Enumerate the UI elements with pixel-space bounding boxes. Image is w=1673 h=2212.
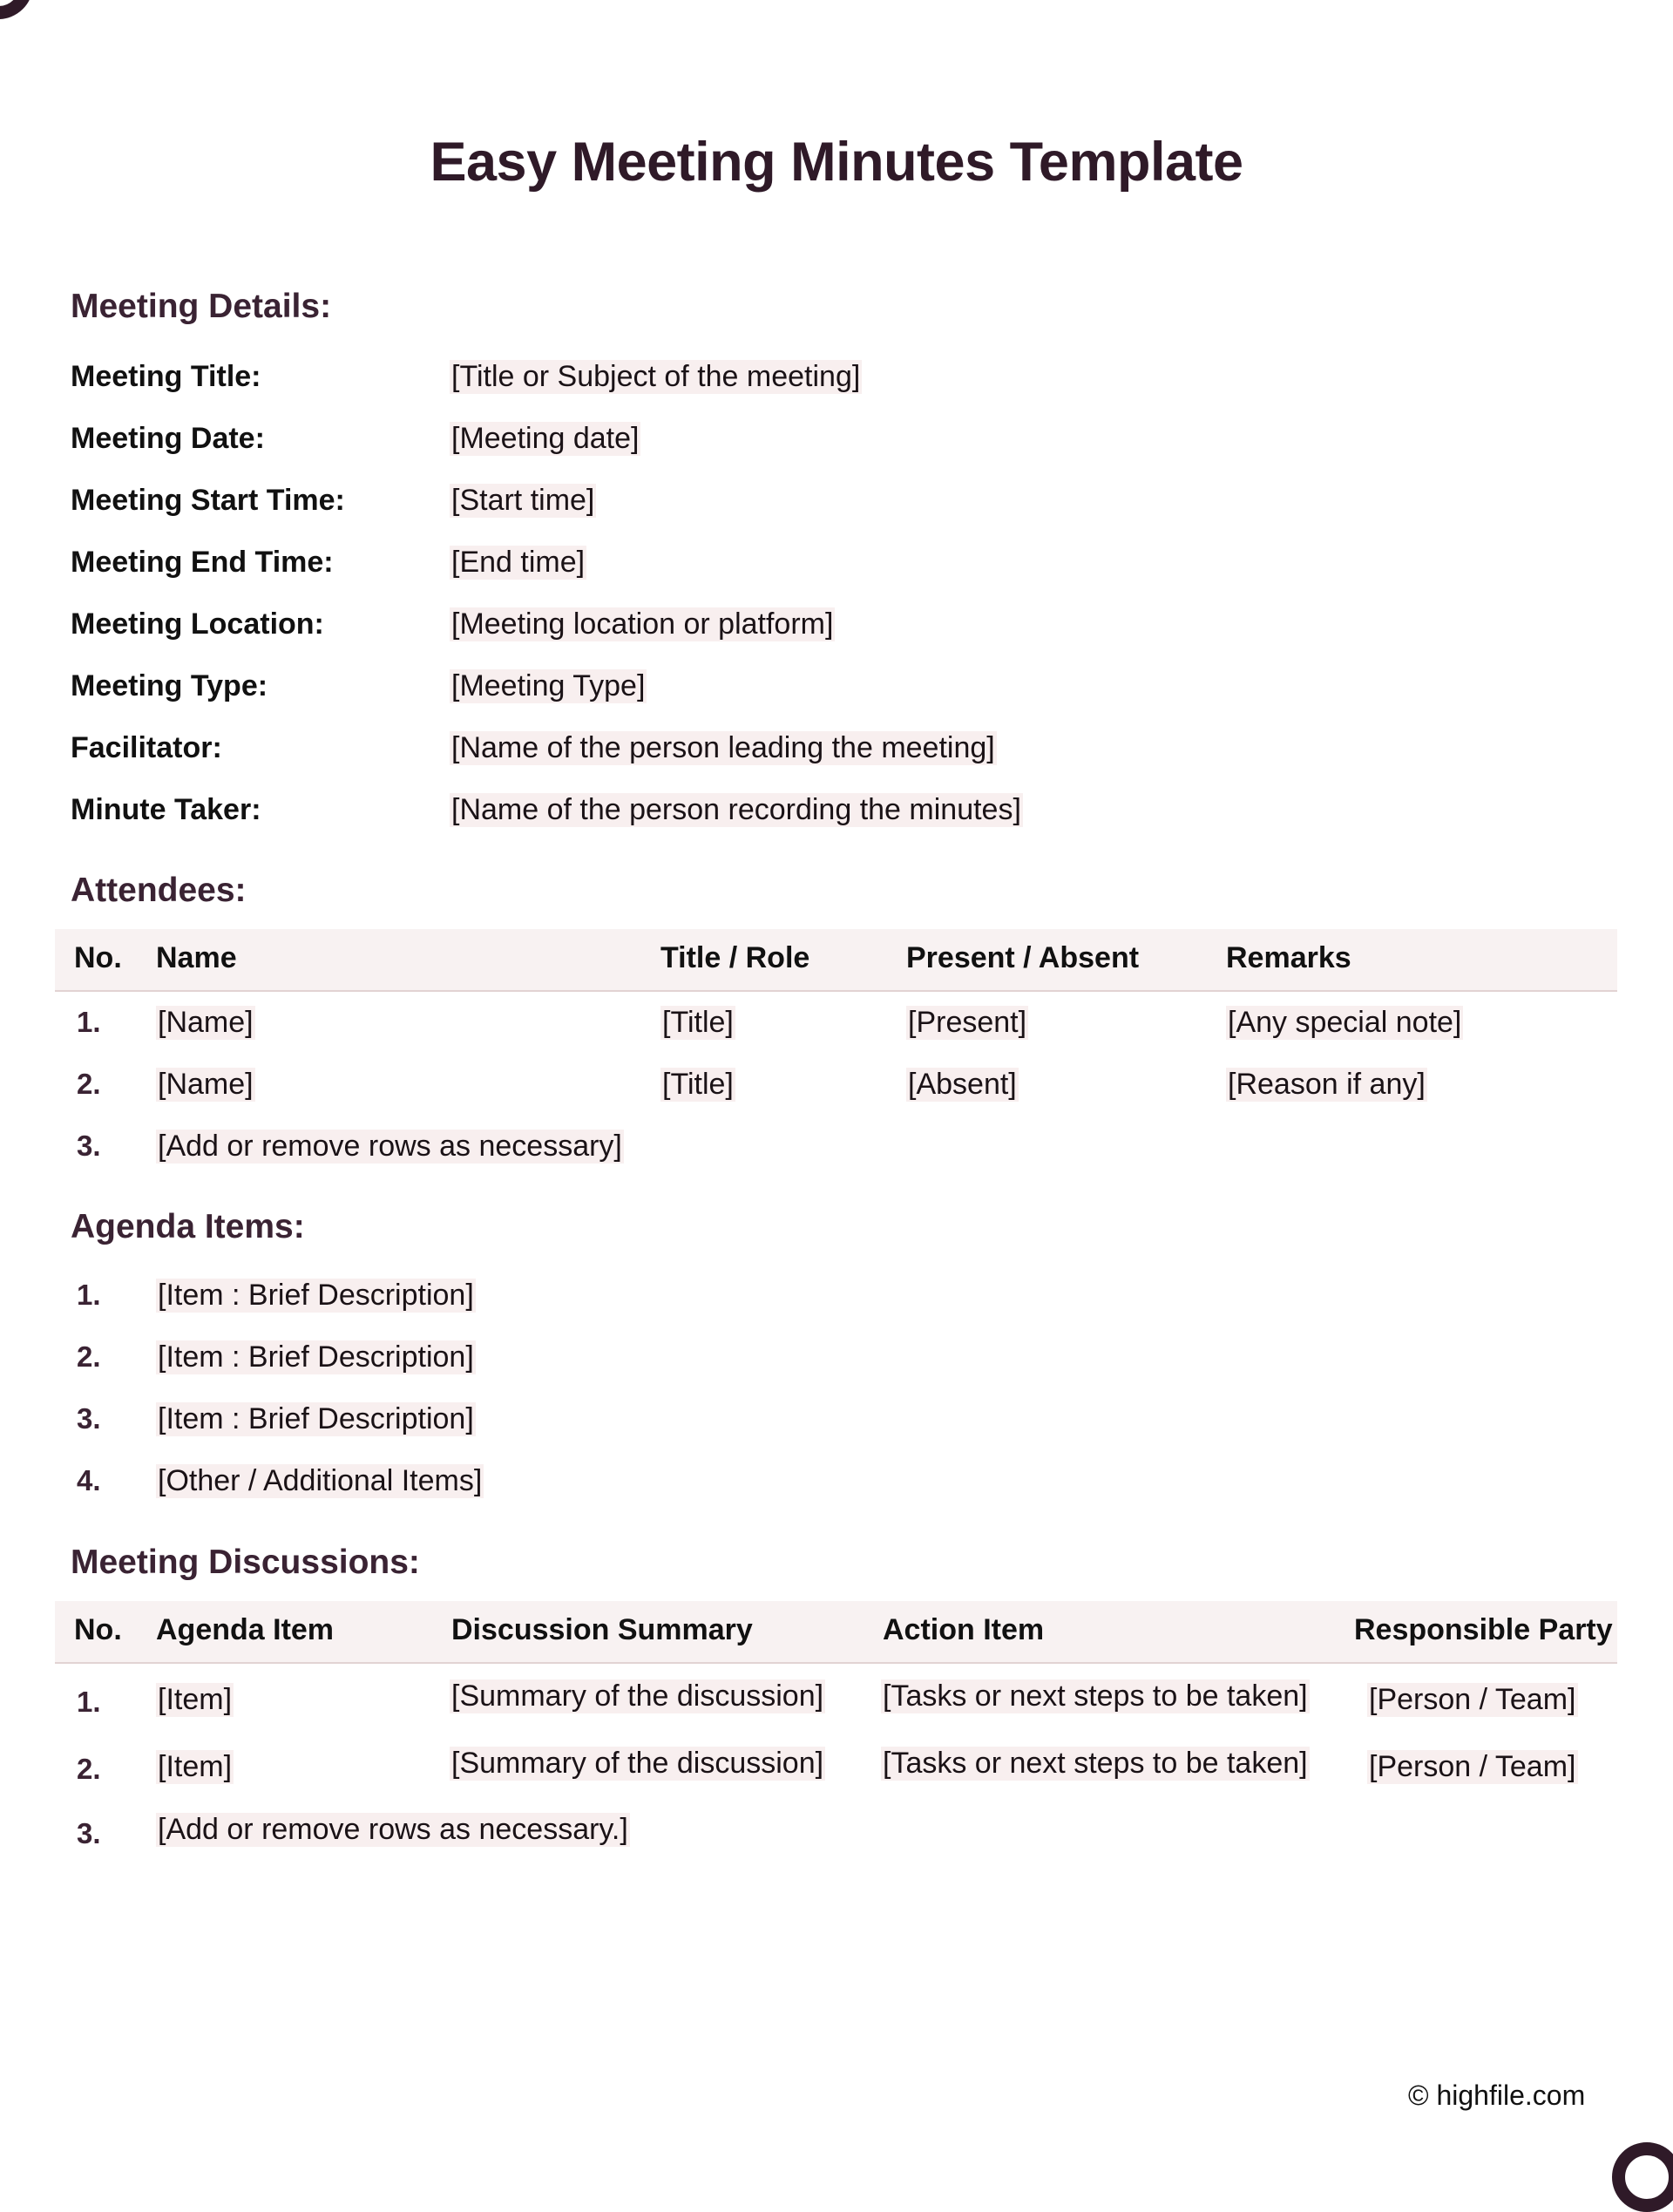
discussion-responsible-party[interactable]: [Person / Team]	[1369, 1683, 1576, 1716]
table-row	[0, 996, 1673, 1048]
column-header: Action Item	[883, 1613, 1045, 1646]
attendee-status[interactable]: [Present]	[908, 1005, 1027, 1039]
table-row	[0, 1738, 1673, 1790]
detail-value[interactable]: [Meeting location or platform]	[451, 607, 834, 641]
detail-label: Meeting Start Time:	[71, 483, 345, 517]
attendee-name[interactable]: [Add or remove rows as necessary]	[158, 1129, 622, 1163]
corner-decoration-bottom-right	[1612, 2142, 1673, 2212]
detail-label: Meeting Location:	[71, 607, 324, 641]
footer-copyright: © highfile.com	[1408, 2080, 1586, 2111]
discussion-agenda-item[interactable]: [Item]	[158, 1750, 233, 1783]
column-header: Title / Role	[660, 941, 810, 974]
agenda-item-text[interactable]: [Item : Brief Description]	[158, 1278, 474, 1312]
list-item	[0, 1393, 1673, 1445]
agenda-heading: Agenda Items:	[71, 1208, 305, 1245]
detail-value[interactable]: [Meeting Type]	[451, 668, 646, 702]
list-item	[0, 1455, 1673, 1507]
detail-value[interactable]: [Title or Subject of the meeting]	[451, 359, 861, 393]
agenda-item-text[interactable]: [Other / Additional Items]	[158, 1463, 483, 1497]
attendees-table-header	[55, 929, 1617, 992]
detail-row-type	[0, 660, 1673, 712]
column-header: No.	[74, 1613, 122, 1646]
detail-row-date	[0, 412, 1673, 465]
detail-value[interactable]: [Start time]	[451, 483, 595, 517]
meeting-details-heading: Meeting Details:	[71, 288, 332, 325]
detail-value[interactable]: [Meeting date]	[451, 421, 640, 455]
column-header: No.	[74, 941, 122, 974]
column-header: Remarks	[1226, 941, 1351, 974]
column-header: Name	[156, 941, 237, 974]
attendee-name[interactable]: [Name]	[158, 1067, 254, 1101]
detail-value[interactable]: [End time]	[451, 545, 586, 579]
discussion-action-item[interactable]: [Tasks or next steps to be taken]	[883, 1679, 1308, 1713]
table-row	[0, 1058, 1673, 1110]
discussion-agenda-item[interactable]: [Item]	[158, 1683, 233, 1716]
list-item	[0, 1331, 1673, 1383]
column-header: Present / Absent	[906, 941, 1140, 974]
discussions-heading: Meeting Discussions:	[71, 1544, 420, 1581]
detail-row-title	[0, 350, 1673, 403]
attendee-remarks[interactable]: [Reason if any]	[1228, 1067, 1426, 1101]
row-number: 3.	[77, 1130, 101, 1162]
attendee-role[interactable]: [Title]	[662, 1067, 734, 1101]
table-row	[0, 1802, 1673, 1855]
detail-row-end-time	[0, 536, 1673, 588]
discussion-action-item[interactable]: [Tasks or next steps to be taken]	[883, 1747, 1308, 1780]
detail-value[interactable]: [Name of the person leading the meeting]	[451, 730, 995, 764]
detail-label: Meeting Type:	[71, 668, 268, 702]
table-row	[0, 1120, 1673, 1172]
detail-value[interactable]: [Name of the person recording the minutes]	[451, 792, 1021, 826]
corner-decoration-top-left	[0, 0, 33, 19]
attendee-remarks[interactable]: [Any special note]	[1228, 1005, 1462, 1039]
row-number: 2.	[77, 1753, 101, 1785]
discussion-responsible-party[interactable]: [Person / Team]	[1369, 1750, 1576, 1783]
row-number: 1.	[77, 1006, 101, 1038]
column-header: Discussion Summary	[451, 1613, 753, 1646]
column-header: Agenda Item	[156, 1613, 335, 1646]
table-row	[0, 1671, 1673, 1723]
discussion-summary[interactable]: [Summary of the discussion]	[451, 1679, 824, 1713]
attendee-role[interactable]: [Title]	[662, 1005, 734, 1039]
item-number: 2.	[77, 1340, 101, 1373]
detail-row-start-time	[0, 474, 1673, 526]
row-number: 3.	[77, 1817, 101, 1849]
detail-label: Meeting End Time:	[71, 545, 334, 579]
detail-label: Meeting Title:	[71, 359, 261, 393]
agenda-item-text[interactable]: [Item : Brief Description]	[158, 1401, 474, 1435]
discussion-summary[interactable]: [Summary of the discussion]	[451, 1747, 824, 1780]
detail-row-minute-taker	[0, 784, 1673, 836]
list-item	[0, 1269, 1673, 1321]
column-header: Responsible Party	[1354, 1613, 1613, 1646]
detail-row-facilitator	[0, 722, 1673, 774]
discussions-table-header	[55, 1601, 1617, 1664]
detail-row-location	[0, 598, 1673, 650]
row-number: 2.	[77, 1068, 101, 1100]
attendees-heading: Attendees:	[71, 872, 247, 909]
attendee-name[interactable]: [Name]	[158, 1005, 254, 1039]
discussion-agenda-item[interactable]: [Add or remove rows as necessary.]	[158, 1813, 628, 1846]
item-number: 1.	[77, 1279, 101, 1311]
row-number: 1.	[77, 1686, 101, 1718]
item-number: 3.	[77, 1402, 101, 1435]
agenda-item-text[interactable]: [Item : Brief Description]	[158, 1340, 474, 1374]
page-title: Easy Meeting Minutes Template	[430, 132, 1243, 193]
detail-label: Minute Taker:	[71, 792, 261, 826]
detail-label: Meeting Date:	[71, 421, 265, 455]
item-number: 4.	[77, 1464, 101, 1496]
detail-label: Facilitator:	[71, 730, 222, 764]
attendee-status[interactable]: [Absent]	[908, 1067, 1017, 1101]
